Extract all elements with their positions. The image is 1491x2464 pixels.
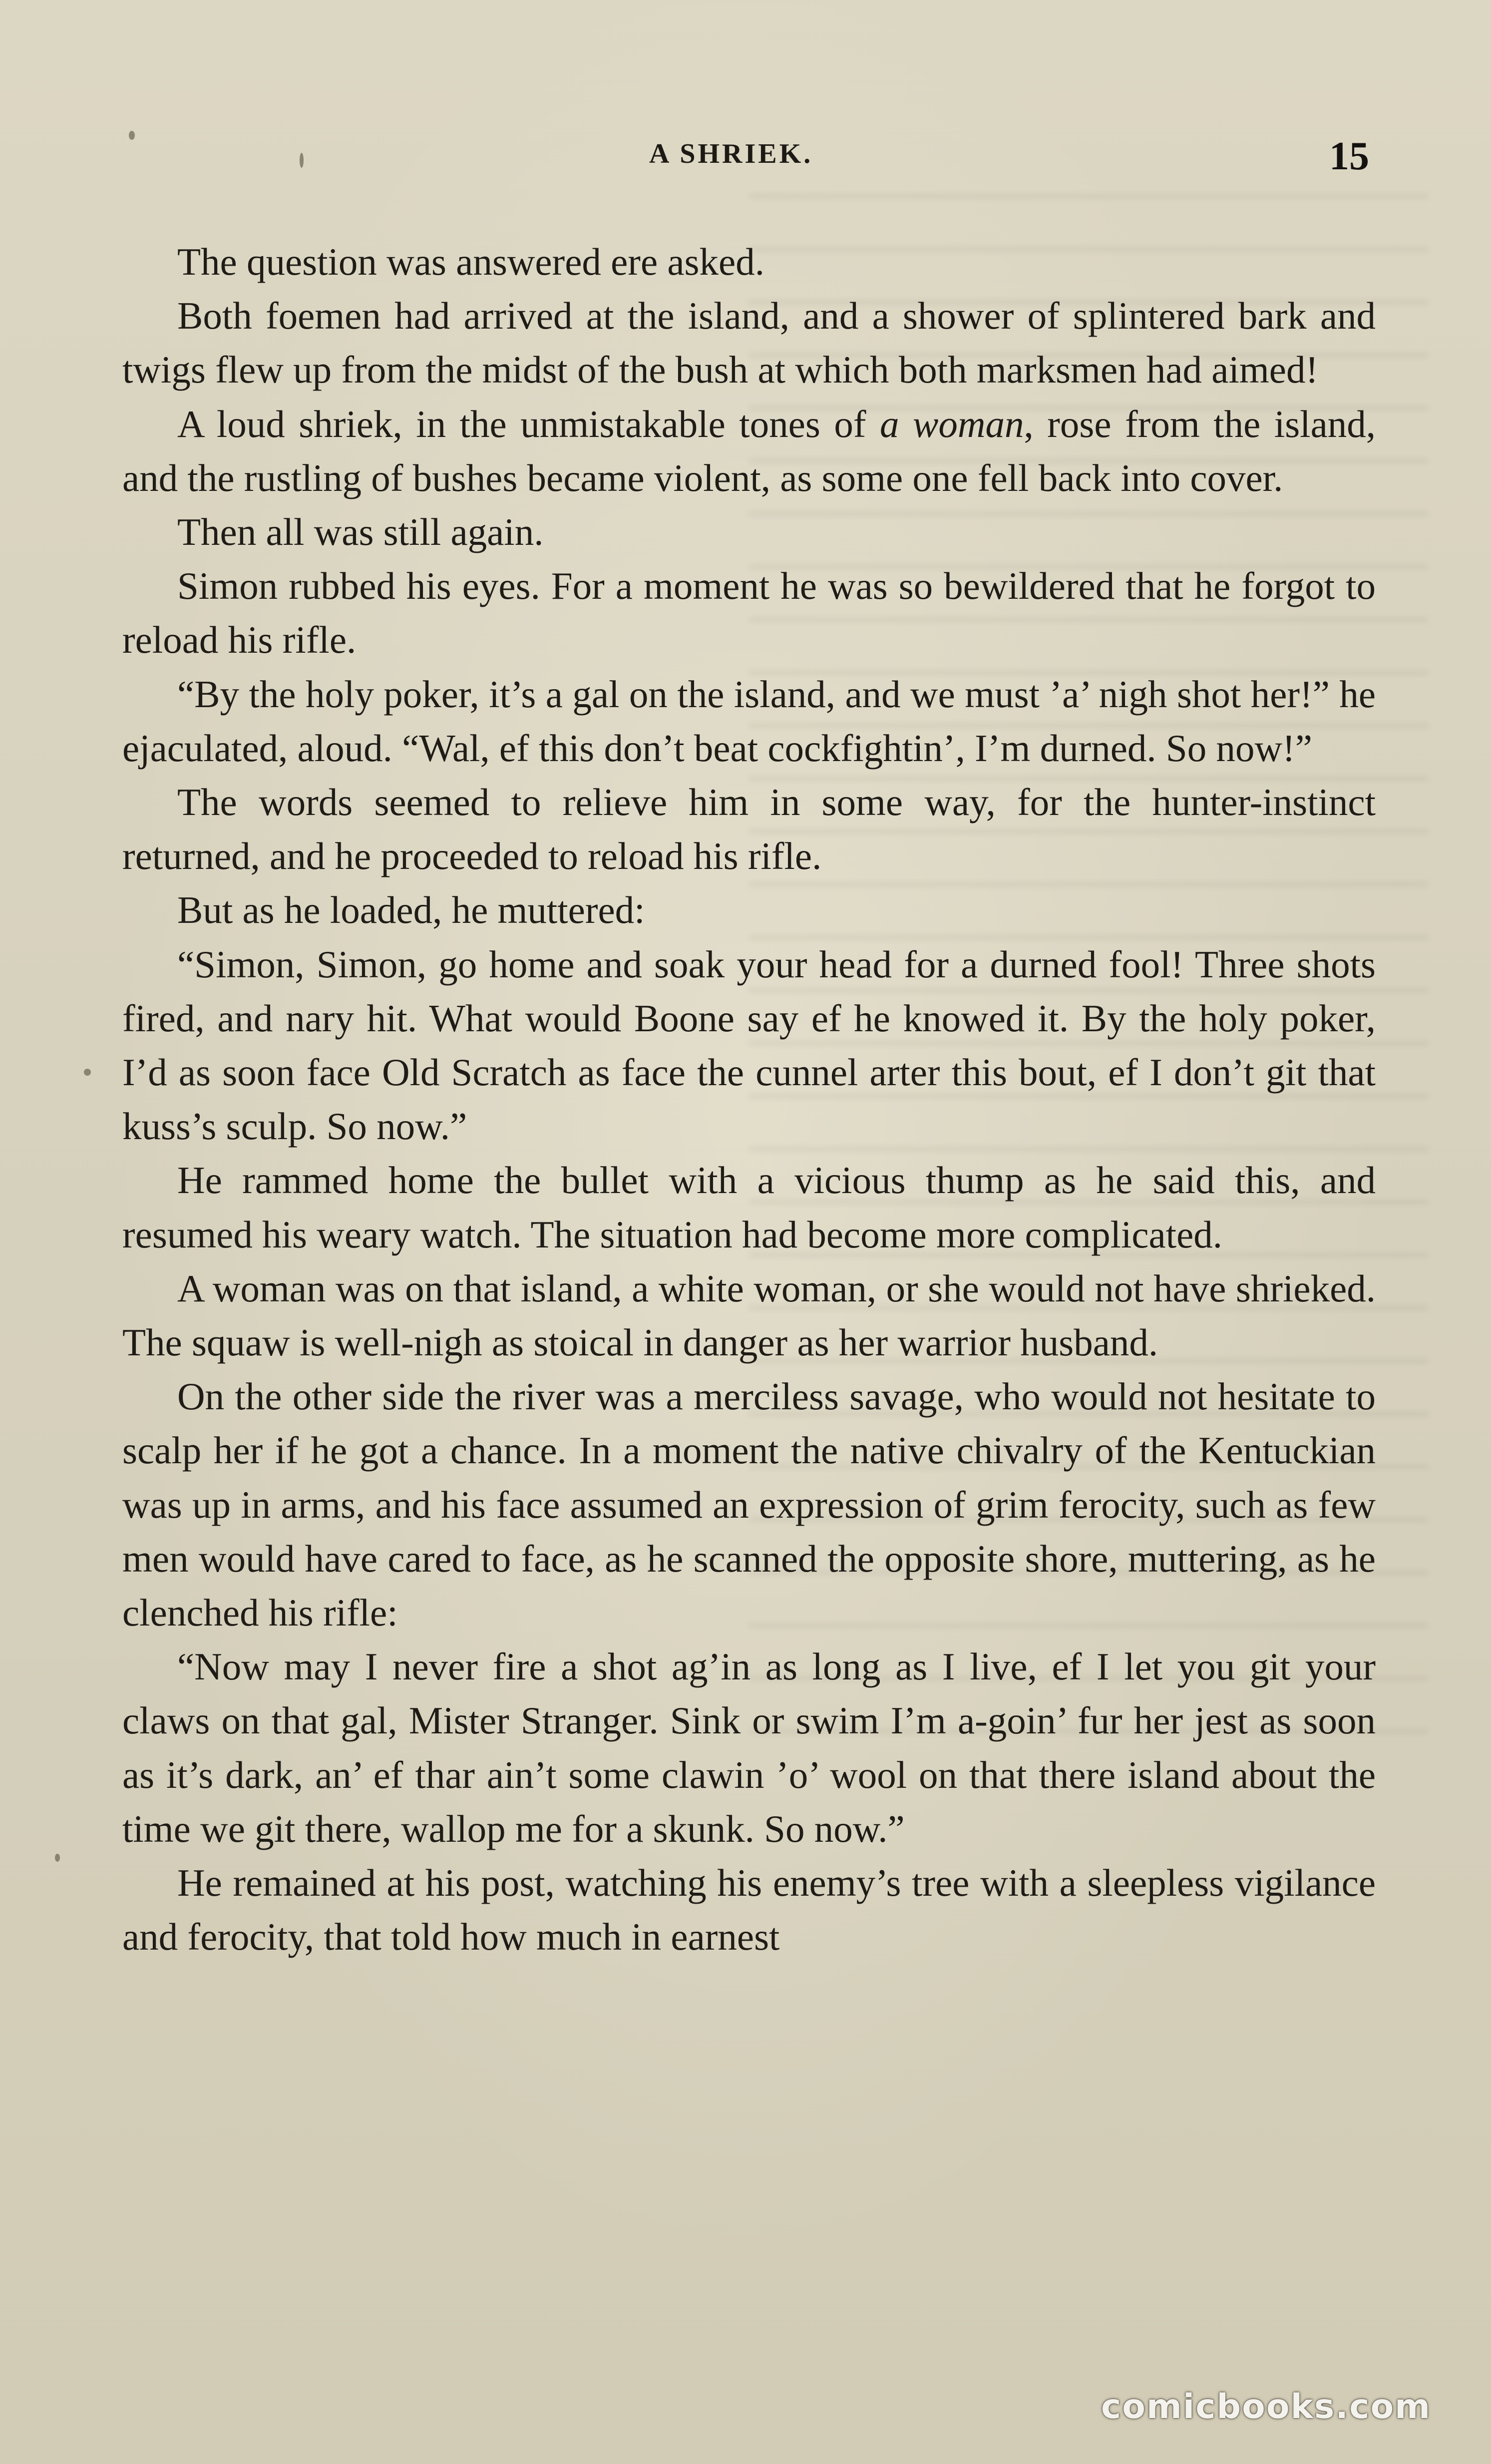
paragraph: The words seemed to relieve him in some way, for the hunter-instinct returned, and he proceeded to reload his rifle. <box>122 781 1376 878</box>
page-number: 15 <box>1329 134 1369 178</box>
paragraph: On the other side the river was a merciless savage, who would not hesitate to scalp her if he got a chance. In a moment the native chivalry of the Kentuckian was up in arms, and his face assumed an expression of grim ferocity, such as few men would have cared to face, as he scanned the opposite shore, muttering, as he clenched his rifle: <box>122 1375 1376 1635</box>
shriek-text-before: A loud shriek, in the unmistakable tones of <box>177 402 880 445</box>
running-head: A SHRIEK. <box>649 138 813 169</box>
paragraph: Both foemen had arrived at the island, and a shower of splintered bark and twigs flew up from the midst of the bush at which both marksmen had aimed! <box>122 294 1376 392</box>
paragraph: Simon rubbed his eyes. For a moment he was so bewildered that he forgot to reload his rifle. <box>122 564 1376 662</box>
paragraph: A woman was on that island, a white woman, or she would not have shrieked. The squaw is well-nigh as stoical in danger as her warrior husband. <box>122 1266 1376 1364</box>
paper-speck <box>84 1069 91 1076</box>
shriek-emphasis: a woman <box>880 402 1024 445</box>
paragraph: “Now may I never fire a shot ag’in as long as I live, ef I let you git your claws on that gal, Mister Stranger. Sink or swim I’m a-goin’ fur her jest as soon as it’s dark, an’ ef thar ain’t some clawin ’o’ wool on that there island about the time we git there, wallop me for a skunk. So now.” <box>122 1645 1376 1850</box>
body-text <box>122 235 1376 1964</box>
shriek-text-after: , rose from the island, and the rustling of bushes became violent, as some one fell back into cover. <box>122 402 1376 499</box>
paragraph: He rammed home the bullet with a vicious thump as he said this, and resumed his weary watch. The situation had become more complicated. <box>122 1159 1376 1256</box>
paragraph: Then all was still again. <box>177 510 544 554</box>
paragraph: “By the holy poker, it’s a gal on the island, and we must ’a’ nigh shot her!” he ejaculated, aloud. “Wal, ef this don’t beat cockfightin’, I’m durned. So now!” <box>122 672 1376 770</box>
paper-speck <box>129 131 135 140</box>
paper-speck <box>300 153 304 168</box>
paragraph: The question was answered ere asked. <box>177 240 764 283</box>
paragraph: “Simon, Simon, go home and soak your head for a durned fool! Three shots fired, and nary hit. What would Boone say ef he knowed it. By the holy poker, I’d as soon face Old Scratch as face the cunnel arter this bout, ef I don’t git that kuss’s sculp. So now.” <box>122 942 1376 1148</box>
paragraph: He remained at his post, watching his enemy’s tree with a sleepless vigilance and ferocity, that told how much in earnest <box>122 1861 1376 1959</box>
watermark: comicbooks.com <box>1101 2387 1432 2427</box>
page-header <box>0 134 1491 189</box>
paper-speck <box>55 1854 60 1862</box>
paragraph: But as he loaded, he muttered: <box>177 888 645 932</box>
paragraph-shriek <box>122 397 1376 505</box>
